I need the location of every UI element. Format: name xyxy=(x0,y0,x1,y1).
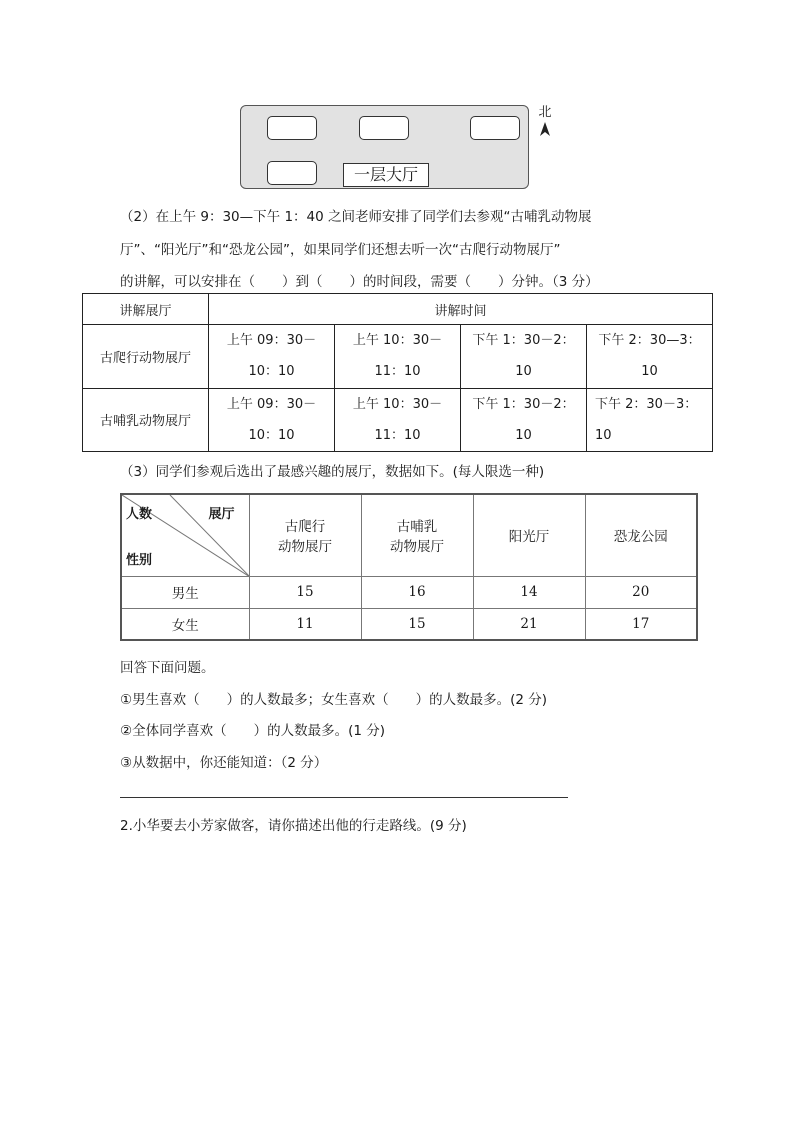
north-arrow-icon xyxy=(535,121,555,139)
survey-row-label: 女生 xyxy=(121,608,249,640)
schedule-hall-name: 古爬行动物展厅 xyxy=(83,325,209,389)
survey-cell: 20 xyxy=(585,576,697,608)
corner-label-people: 人数 xyxy=(126,507,153,522)
schedule-slot: 上午 10：30－ 11：10 xyxy=(335,388,461,452)
schedule-slot: 上午 10：30－ 11：10 xyxy=(335,325,461,389)
survey-cell: 17 xyxy=(585,608,697,640)
survey-hall-header: 阳光厅 xyxy=(473,494,585,576)
north-label: 北 xyxy=(538,105,552,120)
q2-line-2: 厅”、“阳光厅”和“恐龙公园”，如果同学们还想去听一次“古爬行动物展厅” xyxy=(120,242,561,258)
schedule-slot: 下午 2：30—3： 10 xyxy=(587,325,713,389)
schedule-header-time: 讲解时间 xyxy=(209,294,713,325)
q2-line-1: （2）在上午 9：30—下午 1：40 之间老师安排了同学们去参观“古哺乳动物展 xyxy=(120,209,592,225)
survey-table xyxy=(120,493,698,641)
north-indicator xyxy=(535,105,555,141)
survey-cell: 15 xyxy=(361,608,473,640)
survey-table-wrapper xyxy=(120,493,696,639)
answer-line[interactable] xyxy=(120,797,568,798)
survey-cell: 15 xyxy=(249,576,361,608)
survey-hall-header: 古爬行 动物展厅 xyxy=(249,494,361,576)
survey-hall-header: 恐龙公园 xyxy=(585,494,697,576)
survey-cell: 14 xyxy=(473,576,585,608)
schedule-slot: 上午 09：30－ 10：10 xyxy=(209,325,335,389)
schedule-header-hall: 讲解展厅 xyxy=(83,294,209,325)
survey-cell: 16 xyxy=(361,576,473,608)
schedule-slot: 上午 09：30－ 10：10 xyxy=(209,388,335,452)
question-2: ②全体同学喜欢（ ）的人数最多。(1 分) xyxy=(120,723,386,739)
map-room-box xyxy=(267,161,317,185)
answer-intro: 回答下面问题。 xyxy=(120,660,215,676)
map-room-box xyxy=(470,116,520,140)
map-room-box xyxy=(267,116,317,140)
survey-corner-cell xyxy=(121,494,249,576)
museum-floor-map xyxy=(240,105,529,189)
schedule-slot: 下午 2：30－3： 10 xyxy=(587,388,713,452)
schedule-slot: 下午 1：30－2： 10 xyxy=(461,325,587,389)
tour-schedule-table xyxy=(82,293,713,452)
schedule-slot: 下午 1：30－2： 10 xyxy=(461,388,587,452)
question-3: ③从数据中，你还能知道：（2 分） xyxy=(120,755,328,771)
survey-hall-header: 古哺乳 动物展厅 xyxy=(361,494,473,576)
survey-cell: 21 xyxy=(473,608,585,640)
survey-cell: 11 xyxy=(249,608,361,640)
map-room-box xyxy=(359,116,409,140)
survey-row-label: 男生 xyxy=(121,576,249,608)
q2-line-3: 的讲解，可以安排在（ ）到（ ）的时间段，需要（ ）分钟。（3 分） xyxy=(120,274,599,290)
corner-label-hall: 展厅 xyxy=(208,507,235,522)
schedule-hall-name: 古哺乳动物展厅 xyxy=(83,388,209,452)
q3-intro: （3）同学们参观后选出了最感兴趣的展厅，数据如下。(每人限选一种) xyxy=(120,464,545,480)
map-lobby-label: 一层大厅 xyxy=(343,163,429,187)
corner-label-gender: 性别 xyxy=(126,552,153,568)
problem-2: 2.小华要去小芳家做客，请你描述出他的行走路线。(9 分) xyxy=(120,818,467,834)
question-1: ①男生喜欢（ ）的人数最多；女生喜欢（ ）的人数最多。(2 分) xyxy=(120,692,548,708)
